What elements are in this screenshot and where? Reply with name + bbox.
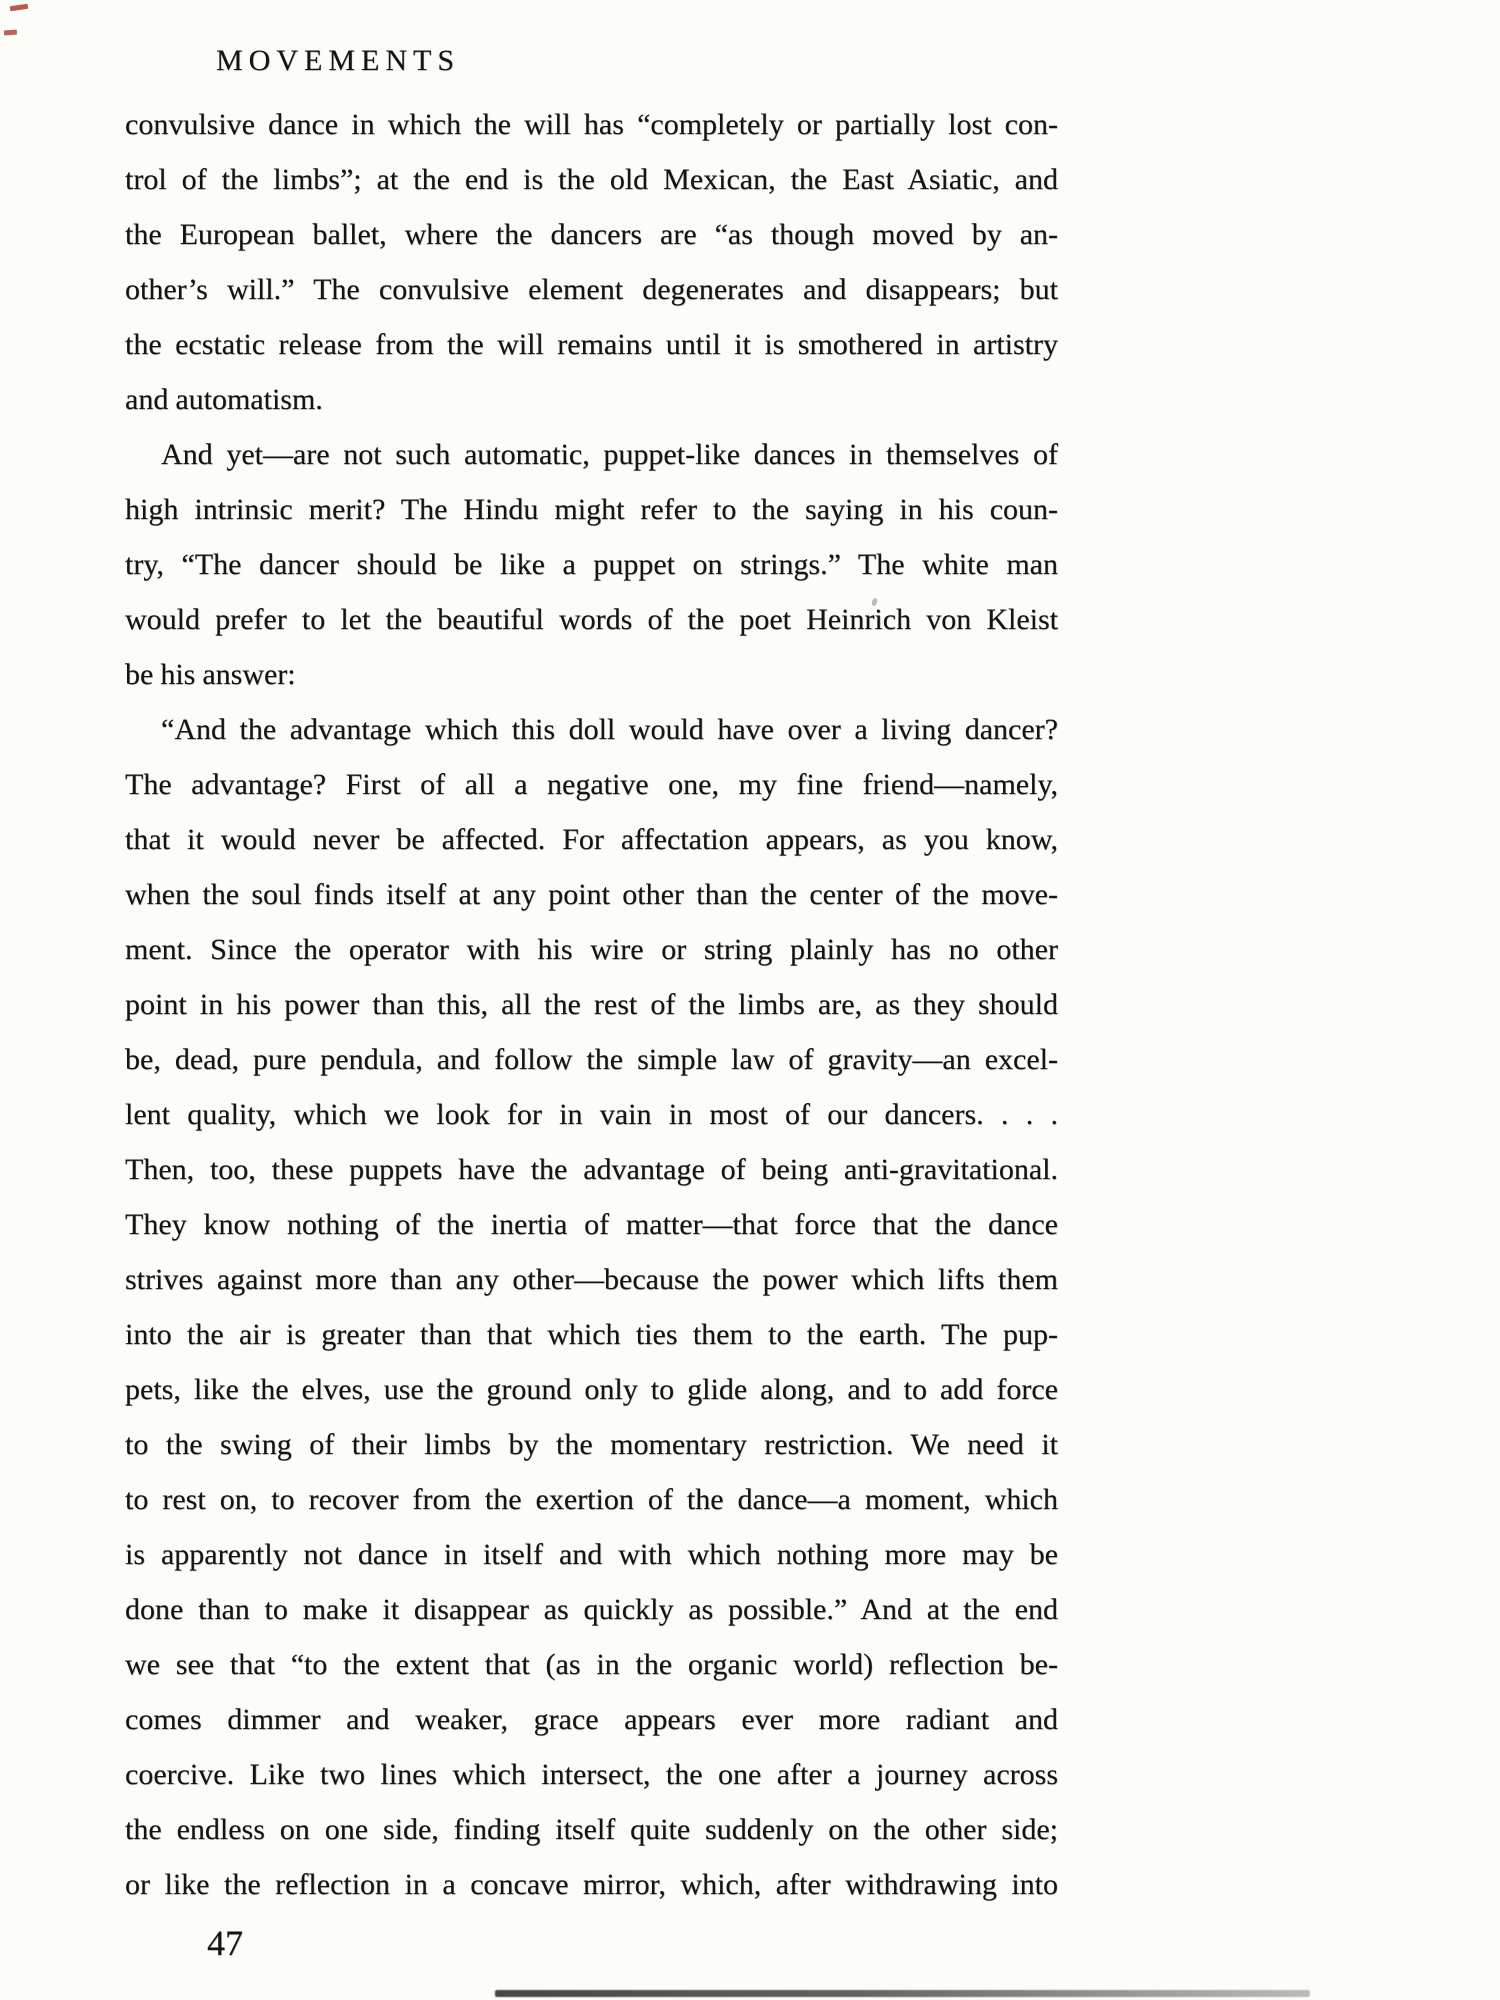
text-line: be, dead, pure pendula, and follow the simple law of gravity—an excel- xyxy=(125,1043,1058,1076)
text-line: “And the advantage which this doll would have over a living dancer? xyxy=(161,713,1058,746)
text-line: ment. Since the operator with his wire or string plainly has no other xyxy=(125,933,1058,966)
text-line: They know nothing of the inertia of matter—that force that the dance xyxy=(125,1208,1058,1241)
text-line: and automatism. xyxy=(125,383,323,416)
running-head: MOVEMENTS xyxy=(216,44,461,77)
text-line: lent quality, which we look for in vain in most of our dancers. . . . xyxy=(125,1098,1058,1131)
text-line: that it would never be affected. For affectation appears, as you know, xyxy=(125,823,1058,856)
text-line: try, “The dancer should be like a puppet on strings.” The white man xyxy=(125,548,1058,581)
text-line: strives against more than any other—because the power which lifts them xyxy=(125,1263,1058,1296)
text-line: The advantage? First of all a negative one, my fine friend—namely, xyxy=(125,768,1058,801)
text-line: convulsive dance in which the will has “completely or partially lost con- xyxy=(125,108,1058,141)
text-line: be his answer: xyxy=(125,658,296,691)
text-line: or like the reflection in a concave mirror, which, after withdrawing into xyxy=(125,1868,1058,1901)
text-line: we see that “to the extent that (as in the organic world) reflection be- xyxy=(125,1648,1058,1681)
text-line: to rest on, to recover from the exertion of the dance—a moment, which xyxy=(125,1483,1058,1516)
text-line: high intrinsic merit? The Hindu might refer to the saying in his coun- xyxy=(125,493,1058,526)
text-line: point in his power than this, all the rest of the limbs are, as they should xyxy=(125,988,1058,1021)
text-line: the endless on one side, finding itself quite suddenly on the other side; xyxy=(125,1813,1058,1846)
page-number: 47 xyxy=(207,1923,243,1963)
text-line: into the air is greater than that which ties them to the earth. The pup- xyxy=(125,1318,1058,1351)
scan-artifact-red-mark xyxy=(10,4,29,11)
text-line: the ecstatic release from the will remains until it is smothered in artistry xyxy=(125,328,1058,361)
text-line: when the soul finds itself at any point other than the center of the move- xyxy=(125,878,1058,911)
text-line: pets, like the elves, use the ground only to glide along, and to add force xyxy=(125,1373,1058,1406)
text-line: comes dimmer and weaker, grace appears ever more radiant and xyxy=(125,1703,1058,1736)
text-line: And yet—are not such automatic, puppet-like dances in themselves of xyxy=(161,438,1058,471)
text-line: is apparently not dance in itself and with which nothing more may be xyxy=(125,1538,1058,1571)
text-line: the European ballet, where the dancers are “as though moved by an- xyxy=(125,218,1058,251)
text-line: trol of the limbs”; at the end is the old Mexican, the East Asiatic, and xyxy=(125,163,1058,196)
scan-artifact-red-mark xyxy=(4,30,17,36)
text-line: coercive. Like two lines which intersect, the one after a journey across xyxy=(125,1758,1058,1791)
scan-edge-shadow xyxy=(495,1990,1310,1997)
text-line: Then, too, these puppets have the advantage of being anti-gravitational. xyxy=(125,1153,1058,1186)
body-text xyxy=(125,97,1058,1912)
text-line: other’s will.” The convulsive element degenerates and disappears; but xyxy=(125,273,1058,306)
text-line: done than to make it disappear as quickly as possible.” And at the end xyxy=(125,1593,1058,1626)
text-line: would prefer to let the beautiful words of the poet Heinrich von Kleist xyxy=(125,603,1058,636)
text-line: to the swing of their limbs by the momentary restriction. We need it xyxy=(125,1428,1058,1461)
